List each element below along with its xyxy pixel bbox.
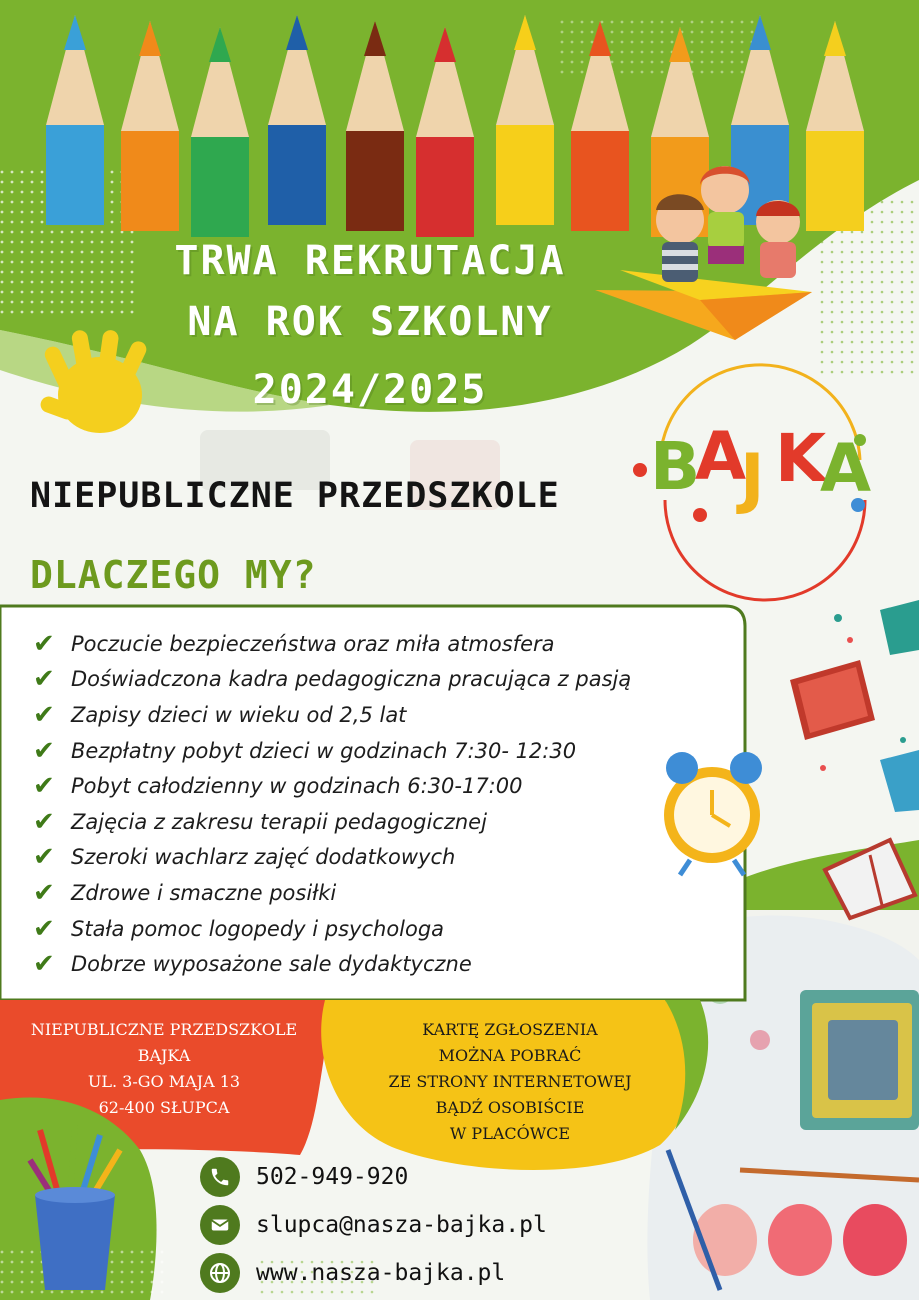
benefit-text: Doświadczona kadra pedagogiczna pracująca z pasją <box>71 667 632 692</box>
why-us-title: DLACZEGO MY? <box>30 553 317 597</box>
website-url[interactable]: www.nasza-bajka.pl <box>256 1260 506 1286</box>
email-address[interactable]: slupca@nasza-bajka.pl <box>256 1212 547 1238</box>
logo-letter: J <box>740 440 765 517</box>
address-line: BAJKA <box>137 1046 191 1065</box>
list-item <box>33 768 743 804</box>
pencil-body <box>268 125 326 225</box>
address-line: 62-400 SŁUPCA <box>98 1098 230 1117</box>
contact-website <box>200 1253 505 1293</box>
preschool-address <box>14 1017 314 1121</box>
book-icon <box>880 750 919 812</box>
enrollment-line: KARTĘ ZGŁOSZENIA <box>422 1020 598 1039</box>
list-item <box>33 662 743 698</box>
contact-email <box>200 1205 547 1245</box>
address-line: UL. 3-GO MAJA 13 <box>87 1072 241 1091</box>
logo-letter: A <box>695 418 747 495</box>
globe-icon <box>200 1253 240 1293</box>
book-icon <box>790 660 875 740</box>
checkmark-icon: ✔ <box>33 699 55 730</box>
enrollment-info <box>345 1017 675 1147</box>
headline-line-1: TRWA REKRUTACJA <box>174 238 566 284</box>
logo-letter: B <box>650 428 701 505</box>
checkmark-icon: ✔ <box>33 842 55 873</box>
logo-letter: A <box>820 430 872 507</box>
benefit-text: Zapisy dzieci w wieku od 2,5 lat <box>71 702 407 727</box>
address-line: NIEPUBLICZNE PRZEDSZKOLE <box>30 1020 298 1039</box>
checkmark-icon: ✔ <box>33 664 55 695</box>
enrollment-line: BĄDŹ OSOBIŚCIE <box>435 1098 585 1117</box>
benefit-text: Zajęcia z zakresu terapii pedagogicznej <box>71 809 487 834</box>
headline-line-2: NA ROK SZKOLNY <box>187 299 553 345</box>
checkmark-icon: ✔ <box>33 628 55 659</box>
checkmark-icon: ✔ <box>33 949 55 980</box>
list-item <box>33 840 743 876</box>
benefit-text: Szeroki wachlarz zajęć dodatkowych <box>71 845 456 870</box>
checkmark-icon: ✔ <box>33 913 55 944</box>
benefit-text: Bezpłatny pobyt dzieci w godzinach 7:30- 12:30 <box>71 738 577 763</box>
benefit-text: Zdrowe i smaczne posiłki <box>71 880 337 905</box>
pencil-body <box>346 131 404 231</box>
headline-line-3: 2024/2025 <box>252 367 488 413</box>
list-item <box>33 733 743 769</box>
benefit-text: Stała pomoc logopedy i psychologa <box>71 916 445 941</box>
benefit-text: Pobyt całodzienny w godzinach 6:30-17:00 <box>71 774 523 799</box>
envelope-icon <box>200 1205 240 1245</box>
pencil-body <box>191 137 249 237</box>
logo-letter: K <box>775 420 827 497</box>
pencil-body <box>416 137 474 237</box>
checkmark-icon: ✔ <box>33 735 55 766</box>
enrollment-line: ZE STRONY INTERNETOWEJ <box>388 1072 632 1091</box>
checkmark-icon: ✔ <box>33 771 55 802</box>
preschool-subtitle: NIEPUBLICZNE PRZEDSZKOLE <box>30 476 560 516</box>
book-icon <box>880 600 919 655</box>
phone-icon <box>200 1157 240 1197</box>
list-item <box>33 911 743 947</box>
checkmark-icon: ✔ <box>33 806 55 837</box>
bajka-logo <box>650 420 890 520</box>
pencil-body <box>806 131 864 231</box>
list-item <box>33 626 743 662</box>
list-item <box>33 697 743 733</box>
checkmark-icon: ✔ <box>33 877 55 908</box>
benefit-text: Poczucie bezpieczeństwa oraz miła atmosfera <box>71 631 555 656</box>
benefits-list <box>33 626 743 982</box>
enrollment-line: MOŻNA POBRAĆ <box>438 1046 582 1065</box>
contact-phone <box>200 1157 408 1197</box>
benefit-text: Dobrze wyposażone sale dydaktyczne <box>71 952 472 977</box>
list-item <box>33 946 743 982</box>
enrollment-line: W PLACÓWCE <box>449 1124 571 1143</box>
phone-number[interactable]: 502-949-920 <box>256 1164 409 1190</box>
pencil-body <box>121 131 179 231</box>
pencil-body <box>496 125 554 225</box>
pencil-body <box>46 125 104 225</box>
pencil-body <box>571 131 629 231</box>
list-item <box>33 875 743 911</box>
list-item <box>33 804 743 840</box>
